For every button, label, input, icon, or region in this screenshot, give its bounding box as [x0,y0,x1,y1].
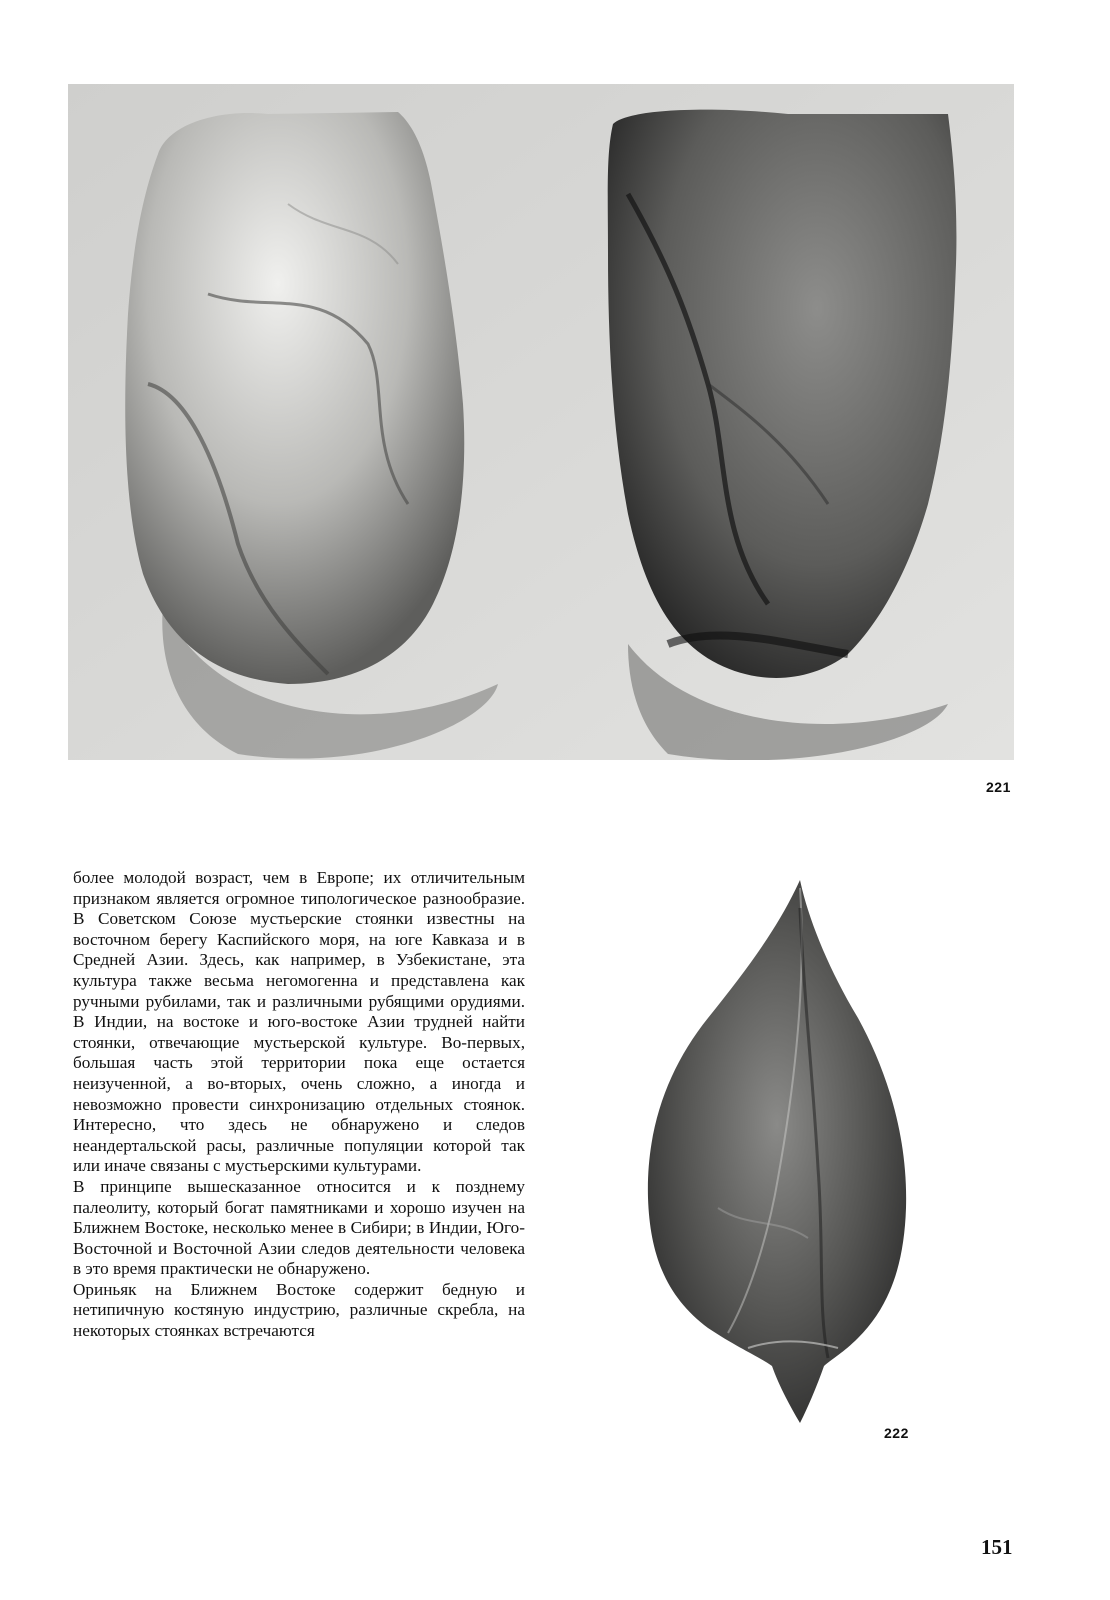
stone-tools-image [68,84,1014,760]
paragraph-2: В принципе вышесказанное относится и к позднему палеолиту, который богат памятниками и хорошо изучен на Ближнем Востоке, несколько менее в Сибири; в Индии, Юго-Восточной и Восточной Азии следов деятельности человека в это время практически не обнаружено. [73,1176,525,1279]
figure-number-221: 221 [986,779,1011,795]
figure-221-photo [68,84,1014,760]
page-number: 151 [981,1535,1013,1559]
stone-point-image [628,878,918,1426]
paragraph-3: Ориньяк на Ближнем Востоке содержит бедную и нетипичную костяную индустрию, различные скребла, на некоторых стоянках встречаются [73,1279,525,1341]
figure-222-photo [628,878,918,1426]
paragraph-1: более молодой возраст, чем в Европе; их отличительным признаком является огромное типологическое разнообразие. В Советском Союзе мустьерские стоянки известны на восточном берегу Каспийского моря, на юге Кавказа и в Средней Азии. Здесь, как например, в Узбекистане, эта культура также весьма негомогенна и представлена как ручными рубилами, так и различными рубящими орудиями. В Индии, на востоке и юго-востоке Азии трудней найти стоянки, отвечающие мустьерской культуре. Во-первых, большая часть этой территории пока еще остается неизученной, а во-вторых, очень сложно, а иногда и невозможно провести синхронизацию отдельных стоянок. Интересно, что здесь не обнаружено и следов неандертальской расы, различные популяции которой так или иначе связаны с мустьерскими культурами. [73,868,525,1176]
figure-number-222: 222 [884,1425,909,1441]
body-text [73,868,525,1342]
